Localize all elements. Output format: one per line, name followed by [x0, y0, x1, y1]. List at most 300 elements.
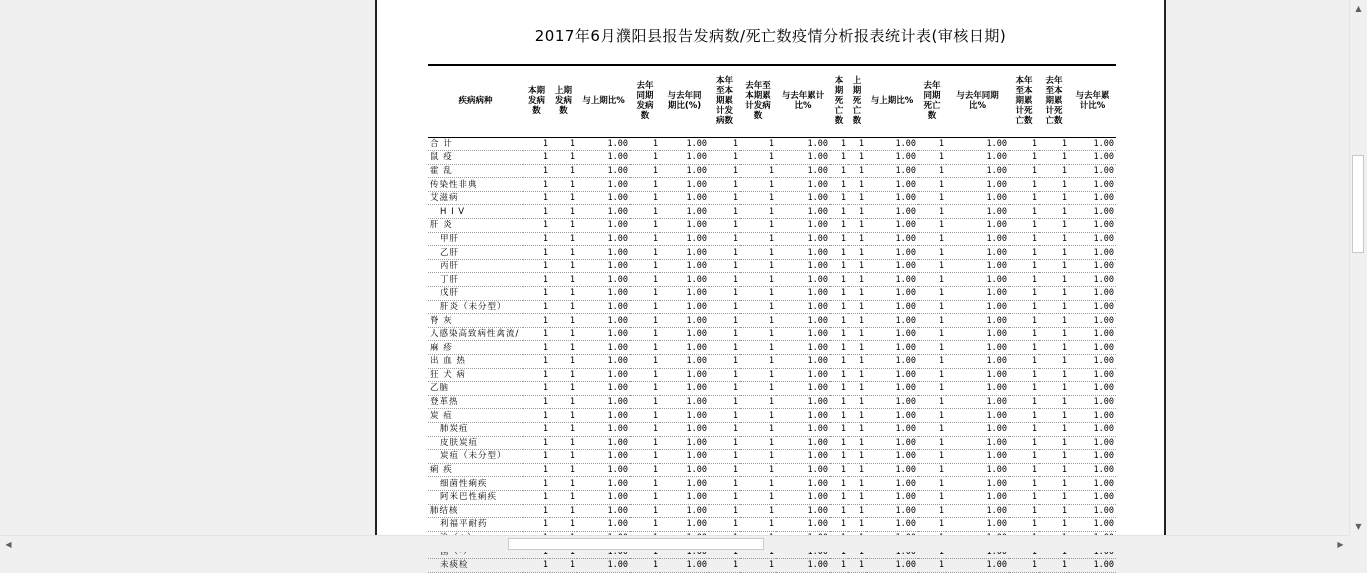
table-cell: 1.00 — [946, 314, 1009, 328]
table-cell: 1 — [848, 395, 866, 409]
table-cell: 1.00 — [577, 232, 630, 246]
table-cell: 1.00 — [866, 477, 918, 491]
table-cell: 1.00 — [660, 355, 709, 369]
table-cell: 1 — [918, 232, 946, 246]
table-cell: 1.00 — [660, 205, 709, 219]
table-cell: 1 — [523, 273, 550, 287]
table-cell: 1.00 — [577, 205, 630, 219]
table-cell: 1 — [918, 450, 946, 464]
table-cell: 1.00 — [1069, 327, 1116, 341]
table-cell: 1.00 — [866, 463, 918, 477]
scroll-left-arrow-icon[interactable]: ◀ — [5, 540, 12, 549]
table-cell: 1 — [848, 178, 866, 192]
table-cell: 1 — [830, 287, 848, 301]
table-cell: 1.00 — [866, 490, 918, 504]
table-cell: 1 — [709, 395, 740, 409]
table-cell: 1 — [1009, 259, 1039, 273]
table-cell: 1.00 — [660, 178, 709, 192]
table-row — [428, 219, 1116, 233]
table-cell: 1 — [550, 477, 577, 491]
table-cell: 1 — [848, 477, 866, 491]
table-cell: 1 — [848, 151, 866, 165]
table-cell: 1 — [830, 137, 848, 151]
scroll-up-arrow-icon[interactable]: ▲ — [1355, 4, 1362, 13]
table-cell: 1 — [918, 178, 946, 192]
report-table — [428, 64, 1116, 573]
table-cell: 1 — [848, 219, 866, 233]
table-cell: 1 — [1039, 327, 1069, 341]
table-cell: 1.00 — [946, 259, 1009, 273]
table-row — [428, 368, 1116, 382]
table-cell: 1 — [1039, 273, 1069, 287]
table-cell: 1 — [830, 341, 848, 355]
table-cell: 1.00 — [1069, 422, 1116, 436]
table-cell: 1 — [830, 151, 848, 165]
table-cell: 1 — [523, 327, 550, 341]
table-cell: 1.00 — [776, 450, 830, 464]
table-cell: 1 — [740, 273, 776, 287]
table-cell: 1.00 — [776, 137, 830, 151]
table-row — [428, 205, 1116, 219]
table-cell: 1 — [550, 504, 577, 518]
table-cell: 1 — [709, 477, 740, 491]
table-cell: 1.00 — [577, 314, 630, 328]
table-cell: 1 — [740, 246, 776, 260]
column-header: 去年 同期 发病 数 — [630, 65, 660, 137]
table-cell: 1 — [848, 436, 866, 450]
table-cell: 1.00 — [660, 314, 709, 328]
table-cell: 1.00 — [660, 137, 709, 151]
disease-name: 狂 犬 病 — [428, 368, 523, 382]
table-cell: 1 — [740, 259, 776, 273]
table-cell: 1 — [1009, 355, 1039, 369]
table-cell: 1 — [830, 518, 848, 532]
table-cell: 1.00 — [660, 259, 709, 273]
table-cell: 1 — [848, 191, 866, 205]
table-cell: 1 — [630, 477, 660, 491]
table-cell: 1.00 — [776, 151, 830, 165]
table-cell: 1.00 — [776, 273, 830, 287]
table-cell: 1 — [918, 314, 946, 328]
table-cell: 1.00 — [946, 395, 1009, 409]
table-cell: 1 — [630, 151, 660, 165]
table-cell: 1 — [550, 341, 577, 355]
table-cell: 1 — [830, 191, 848, 205]
table-cell: 1.00 — [866, 287, 918, 301]
table-cell: 1 — [523, 395, 550, 409]
disease-name: 阿米巴性痢疾 — [428, 490, 523, 504]
table-cell: 1 — [550, 436, 577, 450]
table-cell: 1 — [830, 382, 848, 396]
table-cell: 1.00 — [577, 382, 630, 396]
table-cell: 1 — [1039, 355, 1069, 369]
table-cell: 1 — [1009, 287, 1039, 301]
table-cell: 1.00 — [946, 504, 1009, 518]
table-cell: 1 — [523, 558, 550, 572]
table-cell: 1 — [848, 287, 866, 301]
table-cell: 1.00 — [866, 504, 918, 518]
table-cell: 1.00 — [577, 246, 630, 260]
table-cell: 1.00 — [946, 164, 1009, 178]
table-cell: 1.00 — [866, 205, 918, 219]
column-header-disease: 疾病病种 — [428, 65, 523, 137]
table-cell: 1 — [918, 191, 946, 205]
table-row — [428, 287, 1116, 301]
vertical-scroll-thumb[interactable] — [1352, 155, 1364, 253]
table-cell: 1.00 — [660, 477, 709, 491]
table-cell: 1.00 — [1069, 490, 1116, 504]
table-cell: 1.00 — [660, 504, 709, 518]
horizontal-scroll-thumb[interactable] — [508, 538, 764, 550]
table-cell: 1 — [709, 164, 740, 178]
table-cell: 1 — [830, 327, 848, 341]
column-header: 本期 发病 数 — [523, 65, 550, 137]
table-cell: 1.00 — [866, 246, 918, 260]
table-cell: 1 — [918, 300, 946, 314]
table-cell: 1.00 — [577, 504, 630, 518]
table-cell: 1 — [630, 232, 660, 246]
table-cell: 1.00 — [660, 341, 709, 355]
table-cell: 1 — [550, 164, 577, 178]
disease-name: 出 血 热 — [428, 355, 523, 369]
table-cell: 1 — [709, 422, 740, 436]
table-cell: 1.00 — [660, 395, 709, 409]
table-cell: 1 — [630, 490, 660, 504]
table-row — [428, 232, 1116, 246]
table-cell: 1 — [550, 368, 577, 382]
table-cell: 1 — [740, 287, 776, 301]
table-cell: 1 — [630, 504, 660, 518]
disease-name: 肝 炎 — [428, 219, 523, 233]
column-header: 与去年累 计比% — [1069, 65, 1116, 137]
table-cell: 1 — [550, 178, 577, 192]
table-cell: 1 — [709, 273, 740, 287]
table-cell: 1 — [523, 463, 550, 477]
table-cell: 1 — [550, 463, 577, 477]
disease-name: 甲肝 — [428, 232, 523, 246]
column-header: 与上期比% — [866, 65, 918, 137]
table-cell: 1 — [630, 368, 660, 382]
table-cell: 1 — [709, 463, 740, 477]
table-cell: 1 — [830, 273, 848, 287]
table-cell: 1 — [1009, 205, 1039, 219]
table-row — [428, 463, 1116, 477]
table-cell: 1.00 — [660, 287, 709, 301]
table-cell: 1 — [523, 151, 550, 165]
table-cell: 1 — [848, 518, 866, 532]
table-cell: 1.00 — [1069, 436, 1116, 450]
table-cell: 1 — [709, 409, 740, 423]
table-cell: 1 — [848, 450, 866, 464]
table-cell: 1.00 — [1069, 314, 1116, 328]
table-cell: 1 — [848, 232, 866, 246]
table-cell: 1 — [523, 518, 550, 532]
table-cell: 1.00 — [577, 490, 630, 504]
disease-name: 炭 疽 — [428, 409, 523, 423]
table-cell: 1 — [918, 151, 946, 165]
table-cell: 1 — [550, 355, 577, 369]
table-cell: 1 — [630, 259, 660, 273]
table-cell: 1 — [630, 219, 660, 233]
table-cell: 1.00 — [660, 490, 709, 504]
table-row — [428, 409, 1116, 423]
table-cell: 1 — [740, 422, 776, 436]
table-cell: 1.00 — [866, 422, 918, 436]
table-cell: 1 — [1039, 300, 1069, 314]
table-cell: 1.00 — [776, 205, 830, 219]
table-cell: 1 — [709, 518, 740, 532]
table-cell: 1 — [523, 205, 550, 219]
table-cell: 1 — [550, 409, 577, 423]
table-cell: 1 — [830, 368, 848, 382]
table-cell: 1 — [550, 422, 577, 436]
table-cell: 1 — [848, 409, 866, 423]
table-cell: 1 — [918, 164, 946, 178]
table-cell: 1 — [918, 205, 946, 219]
table-cell: 1.00 — [1069, 558, 1116, 572]
table-cell: 1 — [1009, 327, 1039, 341]
table-cell: 1.00 — [1069, 219, 1116, 233]
report-title: 2017年6月濮阳县报告发病数/死亡数疫情分析报表统计表(审核日期) — [534, 27, 1007, 45]
table-row — [428, 164, 1116, 178]
table-cell: 1 — [740, 463, 776, 477]
table-row — [428, 450, 1116, 464]
table-cell: 1 — [918, 219, 946, 233]
table-cell: 1 — [1009, 409, 1039, 423]
table-row — [428, 422, 1116, 436]
table-cell: 1 — [918, 409, 946, 423]
table-cell: 1 — [1039, 409, 1069, 423]
table-cell: 1.00 — [776, 327, 830, 341]
table-cell: 1 — [1039, 382, 1069, 396]
table-cell: 1 — [1039, 164, 1069, 178]
table-cell: 1.00 — [946, 205, 1009, 219]
table-row — [428, 504, 1116, 518]
table-cell: 1 — [709, 436, 740, 450]
table-cell: 1 — [550, 300, 577, 314]
table-row — [428, 436, 1116, 450]
scroll-right-arrow-icon[interactable]: ▶ — [1337, 540, 1344, 549]
table-cell: 1 — [550, 450, 577, 464]
table-cell: 1.00 — [1069, 341, 1116, 355]
vertical-scrollbar[interactable] — [1349, 0, 1366, 535]
table-cell: 1 — [523, 137, 550, 151]
table-cell: 1 — [709, 327, 740, 341]
table-cell: 1.00 — [776, 246, 830, 260]
table-cell: 1 — [740, 219, 776, 233]
table-cell: 1.00 — [946, 436, 1009, 450]
table-cell: 1.00 — [660, 450, 709, 464]
table-cell: 1 — [550, 382, 577, 396]
table-cell: 1 — [1009, 450, 1039, 464]
table-cell: 1.00 — [577, 422, 630, 436]
table-cell: 1 — [1009, 151, 1039, 165]
table-cell: 1.00 — [577, 395, 630, 409]
table-cell: 1 — [848, 355, 866, 369]
table-cell: 1.00 — [660, 246, 709, 260]
table-cell: 1 — [709, 232, 740, 246]
table-cell: 1 — [1039, 259, 1069, 273]
table-cell: 1 — [550, 518, 577, 532]
table-cell: 1 — [630, 137, 660, 151]
table-cell: 1 — [918, 395, 946, 409]
table-cell: 1.00 — [1069, 137, 1116, 151]
table-cell: 1.00 — [946, 232, 1009, 246]
table-cell: 1 — [550, 259, 577, 273]
table-cell: 1 — [630, 450, 660, 464]
table-cell: 1 — [709, 382, 740, 396]
table-cell: 1 — [709, 191, 740, 205]
table-cell: 1 — [740, 327, 776, 341]
table-cell: 1 — [740, 409, 776, 423]
table-cell: 1.00 — [577, 219, 630, 233]
disease-name: 肝炎（未分型） — [428, 300, 523, 314]
table-cell: 1.00 — [866, 355, 918, 369]
table-cell: 1 — [740, 368, 776, 382]
table-cell: 1.00 — [577, 259, 630, 273]
table-cell: 1 — [918, 368, 946, 382]
table-cell: 1 — [918, 436, 946, 450]
table-cell: 1 — [830, 219, 848, 233]
table-cell: 1 — [1039, 558, 1069, 572]
table-cell: 1.00 — [946, 422, 1009, 436]
table-cell: 1.00 — [776, 232, 830, 246]
disease-name: 乙脑 — [428, 382, 523, 396]
table-cell: 1 — [918, 355, 946, 369]
table-cell: 1.00 — [776, 314, 830, 328]
table-cell: 1.00 — [577, 518, 630, 532]
table-cell: 1 — [550, 232, 577, 246]
table-cell: 1 — [709, 246, 740, 260]
table-cell: 1.00 — [776, 490, 830, 504]
table-cell: 1 — [830, 205, 848, 219]
table-cell: 1 — [918, 504, 946, 518]
scrollbar-corner — [1349, 535, 1366, 552]
table-cell: 1 — [848, 259, 866, 273]
table-cell: 1 — [1009, 463, 1039, 477]
table-cell: 1.00 — [660, 273, 709, 287]
table-cell: 1 — [918, 287, 946, 301]
table-row — [428, 355, 1116, 369]
table-row — [428, 191, 1116, 205]
table-cell: 1 — [830, 436, 848, 450]
column-header: 本年 至本 期累 计发 病数 — [709, 65, 740, 137]
disease-name: 丙肝 — [428, 259, 523, 273]
table-cell: 1 — [709, 259, 740, 273]
column-header: 上 期 死 亡 数 — [848, 65, 866, 137]
table-cell: 1 — [1039, 246, 1069, 260]
table-cell: 1 — [1009, 178, 1039, 192]
table-cell: 1 — [1009, 477, 1039, 491]
table-cell: 1 — [740, 151, 776, 165]
table-cell: 1 — [523, 477, 550, 491]
table-row — [428, 178, 1116, 192]
table-cell: 1 — [830, 164, 848, 178]
table-cell: 1 — [918, 463, 946, 477]
table-cell: 1.00 — [866, 314, 918, 328]
table-cell: 1 — [1009, 219, 1039, 233]
table-cell: 1 — [830, 463, 848, 477]
table-cell: 1.00 — [866, 273, 918, 287]
table-cell: 1 — [1009, 137, 1039, 151]
table-cell: 1 — [848, 314, 866, 328]
table-cell: 1 — [740, 191, 776, 205]
table-cell: 1.00 — [946, 327, 1009, 341]
table-cell: 1.00 — [946, 355, 1009, 369]
table-cell: 1 — [1009, 341, 1039, 355]
table-cell: 1.00 — [1069, 395, 1116, 409]
table-cell: 1 — [709, 300, 740, 314]
table-cell: 1 — [848, 327, 866, 341]
table-cell: 1 — [1009, 422, 1039, 436]
table-cell: 1 — [918, 259, 946, 273]
table-cell: 1 — [523, 355, 550, 369]
table-cell: 1 — [740, 178, 776, 192]
table-cell: 1 — [740, 395, 776, 409]
table-cell: 1.00 — [776, 409, 830, 423]
table-cell: 1 — [1009, 395, 1039, 409]
table-cell: 1 — [523, 314, 550, 328]
table-cell: 1 — [740, 382, 776, 396]
table-cell: 1.00 — [946, 341, 1009, 355]
disease-name: 丁肝 — [428, 273, 523, 287]
table-cell: 1.00 — [660, 151, 709, 165]
table-cell: 1 — [630, 164, 660, 178]
disease-name: 麻 疹 — [428, 341, 523, 355]
table-cell: 1.00 — [577, 137, 630, 151]
disease-name: 鼠 疫 — [428, 151, 523, 165]
table-cell: 1 — [630, 246, 660, 260]
table-cell: 1 — [523, 490, 550, 504]
table-cell: 1.00 — [660, 518, 709, 532]
table-cell: 1 — [830, 178, 848, 192]
table-cell: 1 — [550, 490, 577, 504]
column-header: 本 期 死 亡 数 — [830, 65, 848, 137]
table-cell: 1.00 — [776, 382, 830, 396]
table-cell: 1.00 — [1069, 151, 1116, 165]
table-cell: 1.00 — [660, 327, 709, 341]
table-cell: 1 — [848, 490, 866, 504]
table-cell: 1.00 — [577, 477, 630, 491]
table-header-row — [428, 65, 1116, 137]
scroll-down-arrow-icon[interactable]: ▼ — [1355, 522, 1362, 531]
table-cell: 1 — [740, 504, 776, 518]
column-header: 与去年累计 比% — [776, 65, 830, 137]
table-cell: 1 — [848, 246, 866, 260]
table-cell: 1 — [630, 205, 660, 219]
table-cell: 1 — [709, 178, 740, 192]
table-cell: 1 — [1039, 422, 1069, 436]
table-cell: 1.00 — [776, 259, 830, 273]
table-cell: 1.00 — [1069, 178, 1116, 192]
table-cell: 1 — [740, 450, 776, 464]
table-cell: 1 — [550, 246, 577, 260]
table-row — [428, 477, 1116, 491]
table-row — [428, 327, 1116, 341]
disease-name: 未痰检 — [428, 558, 523, 572]
table-cell: 1.00 — [866, 327, 918, 341]
table-cell: 1.00 — [946, 137, 1009, 151]
table-cell: 1.00 — [577, 368, 630, 382]
column-header: 本年 至本 期累 计死 亡数 — [1009, 65, 1039, 137]
table-cell: 1 — [630, 191, 660, 205]
table-cell: 1.00 — [866, 232, 918, 246]
table-cell: 1 — [740, 558, 776, 572]
table-cell: 1 — [848, 368, 866, 382]
table-cell: 1 — [830, 409, 848, 423]
horizontal-scrollbar[interactable] — [0, 535, 1349, 552]
table-cell: 1 — [523, 422, 550, 436]
